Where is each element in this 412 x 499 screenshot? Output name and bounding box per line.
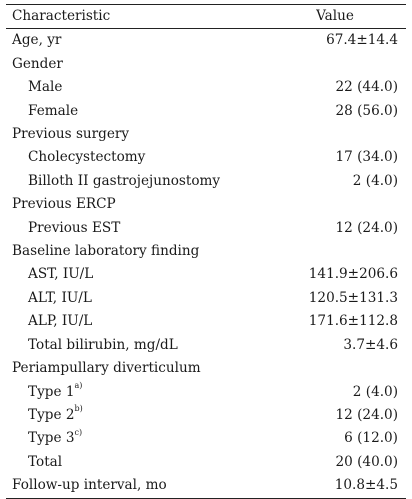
row-value: 141.9±206.6	[308, 266, 398, 283]
row-label	[6, 29, 264, 53]
row-value	[264, 240, 406, 263]
table-row	[6, 170, 406, 193]
row-label	[6, 53, 264, 76]
row-label-text: Male	[28, 79, 63, 96]
header-characteristic: Characteristic	[12, 8, 111, 24]
row-label	[6, 357, 264, 380]
table-row	[6, 146, 406, 169]
header-value: Value	[316, 8, 354, 24]
row-label	[6, 381, 264, 404]
row-value: 17 (34.0)	[335, 149, 398, 166]
row-value	[264, 123, 406, 146]
row-label	[6, 146, 264, 169]
characteristics-table-container	[6, 4, 406, 499]
row-label	[6, 217, 264, 240]
row-label-text: Baseline laboratory finding	[12, 243, 200, 260]
row-label-text: Type 3	[28, 430, 75, 447]
row-value: 2 (4.0)	[352, 172, 398, 189]
row-label	[6, 193, 264, 216]
row-label-text: Cholecystectomy	[28, 149, 146, 166]
row-label-text: Billoth II gastrojejunostomy	[28, 172, 221, 189]
row-label	[6, 451, 264, 474]
row-label-text: Previous ERCP	[12, 196, 116, 213]
row-value: 22 (44.0)	[335, 79, 398, 96]
table-row	[6, 310, 406, 333]
row-label-text: Female	[28, 102, 79, 119]
row-value: 67.4±14.4	[326, 32, 398, 49]
table-row	[6, 76, 406, 99]
table-row	[6, 29, 406, 53]
row-value: 6 (12.0)	[344, 430, 398, 447]
row-value: 171.6±112.8	[308, 313, 398, 330]
table-row	[6, 240, 406, 263]
footnote-marker: c)	[74, 427, 83, 437]
table-row	[6, 193, 406, 216]
row-label	[6, 263, 264, 286]
row-label	[6, 170, 264, 193]
row-label-text: Age, yr	[12, 32, 62, 49]
table-row	[6, 381, 406, 404]
table-row	[6, 427, 406, 450]
table-row	[6, 474, 406, 498]
footnote-marker: a)	[74, 380, 83, 390]
row-value: 20 (40.0)	[335, 453, 398, 470]
row-label-text: Type 1	[28, 383, 75, 400]
row-label	[6, 100, 264, 123]
row-value	[264, 53, 406, 76]
row-label-text: Total bilirubin, mg/dL	[28, 336, 178, 353]
row-value: 12 (24.0)	[335, 406, 398, 423]
row-label	[6, 474, 264, 498]
row-value	[264, 357, 406, 380]
row-label	[6, 404, 264, 427]
row-label-text: Previous EST	[28, 219, 121, 236]
row-value: 120.5±131.3	[308, 289, 398, 306]
table-row	[6, 334, 406, 357]
row-label	[6, 334, 264, 357]
row-label	[6, 123, 264, 146]
row-label	[6, 310, 264, 333]
row-label	[6, 287, 264, 310]
row-label-text: Follow-up interval, mo	[12, 477, 167, 494]
row-label-text: AST, IU/L	[28, 266, 94, 283]
row-value: 28 (56.0)	[335, 102, 398, 119]
table-row	[6, 404, 406, 427]
row-value	[264, 193, 406, 216]
row-label-text: Gender	[12, 55, 63, 72]
table-row	[6, 123, 406, 146]
table-row	[6, 451, 406, 474]
row-label-text: Total	[28, 453, 63, 470]
table-row	[6, 263, 406, 286]
row-label-text: Periampullary diverticulum	[12, 360, 201, 377]
row-value: 2 (4.0)	[352, 383, 398, 400]
row-label-text: Previous surgery	[12, 126, 130, 143]
row-value: 12 (24.0)	[335, 219, 398, 236]
row-label	[6, 76, 264, 99]
table-row	[6, 53, 406, 76]
table-row	[6, 217, 406, 240]
table-row	[6, 287, 406, 310]
table-body	[6, 29, 406, 498]
row-value: 10.8±4.5	[334, 477, 398, 494]
table-row	[6, 357, 406, 380]
row-label-text: Type 2	[28, 406, 75, 423]
row-label-text: ALP, IU/L	[28, 313, 93, 330]
row-value: 3.7±4.6	[343, 336, 398, 353]
footnote-marker: b)	[74, 404, 83, 414]
row-label-text: ALT, IU/L	[28, 289, 92, 306]
row-label	[6, 427, 264, 450]
table-row	[6, 100, 406, 123]
row-label	[6, 240, 264, 263]
characteristics-table	[6, 4, 406, 499]
table-header-row	[6, 5, 406, 29]
